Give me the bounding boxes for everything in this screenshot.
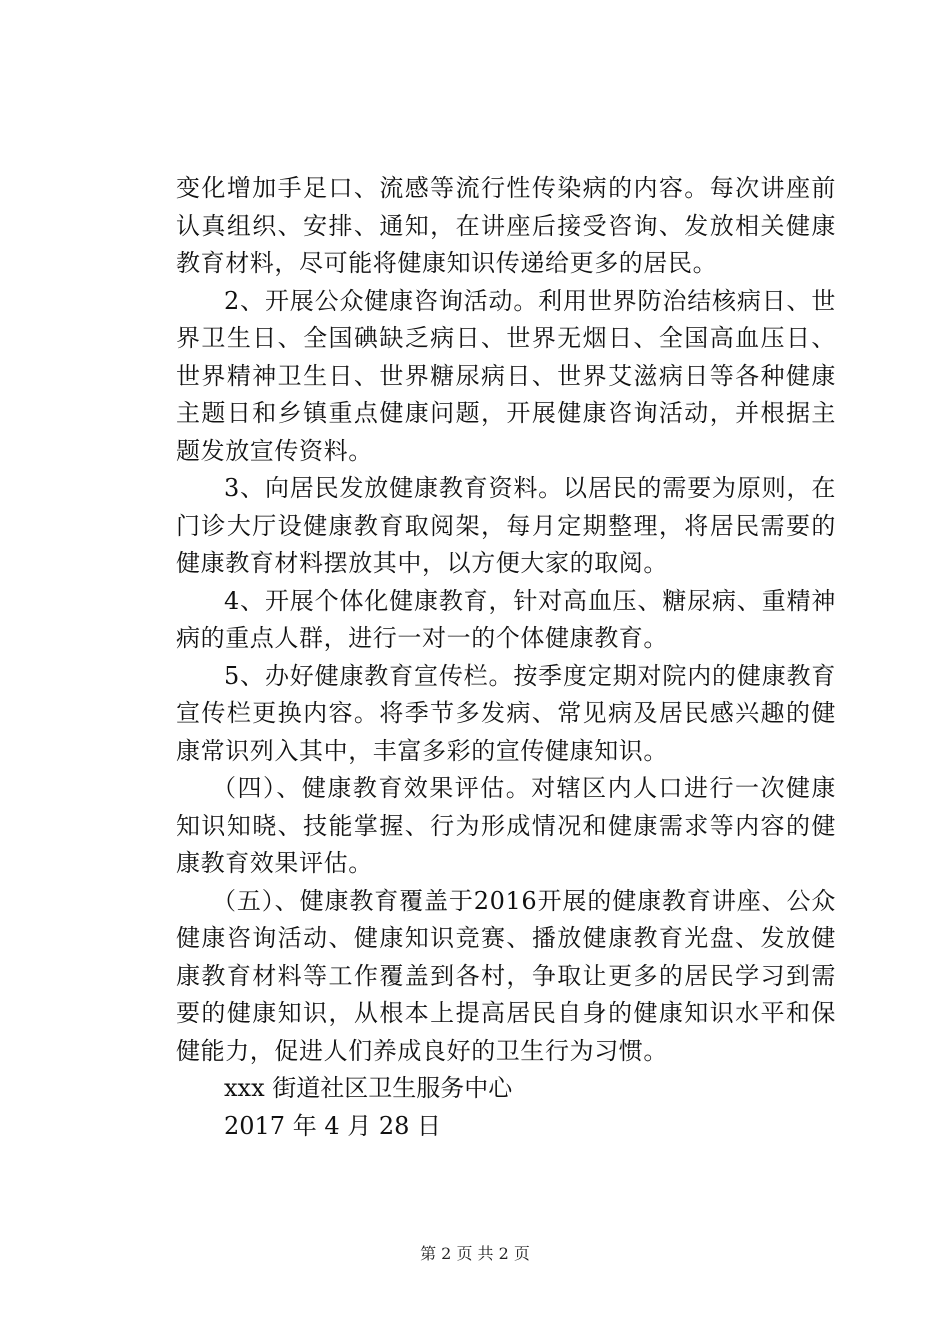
signature-date: 2017 年 4 月 28 日 [224, 1111, 442, 1140]
paragraph-section-4: （四）、健康教育效果评估。对辖区内人口进行一次健康知识知晓、技能掌握、行为形成情况和健康需求等内容的健康教育效果评估。 [176, 774, 836, 877]
paragraph-item-3: 3、向居民发放健康教育资料。以居民的需要为原则，在门诊大厅设健康教育取阅架，每月定期整理，将居民需要的健康教育材料摆放其中，以方便大家的取阅。 [176, 474, 836, 577]
paragraph-section-5: （五）、健康教育覆盖于2016开展的健康教育讲座、公众健康咨询活动、健康知识竞赛、播放健康教育光盘、发放健康教育材料等工作覆盖到各村，争取让更多的居民学习到需要的健康知识，从根本上提高居民自身的健康知识水平和保健能力，促进人们养成良好的卫生行为习惯。 [176, 886, 836, 1065]
paragraph-item-2: 2、开展公众健康咨询活动。利用世界防治结核病日、世界卫生日、全国碘缺乏病日、世界无烟日、全国高血压日、世界精神卫生日、世界糖尿病日、世界艾滋病日等各种健康主题日和乡镇重点健康问题，开展健康咨询活动，并根据主题发放宣传资料。 [176, 286, 836, 465]
signature-organization: xxx 街道社区卫生服务中心 [224, 1074, 513, 1102]
paragraph-item-4: 4、开展个体化健康教育，针对高血压、糖尿病、重精神病的重点人群，进行一对一的个体健康教育。 [176, 586, 836, 652]
paragraph-item-5: 5、办好健康教育宣传栏。按季度定期对院内的健康教育宣传栏更换内容。将季节多发病、常见病及居民感兴趣的健康常识列入其中，丰富多彩的宣传健康知识。 [176, 661, 836, 765]
paragraph-continuation: 变化增加手足口、流感等流行性传染病的内容。每次讲座前认真组织、安排、通知，在讲座后接受咨询、发放相关健康教育材料，尽可能将健康知识传递给更多的居民。 [176, 174, 836, 277]
document-body [176, 170, 836, 1145]
page-footer: 第 2 页 共 2 页 [420, 1244, 530, 1263]
